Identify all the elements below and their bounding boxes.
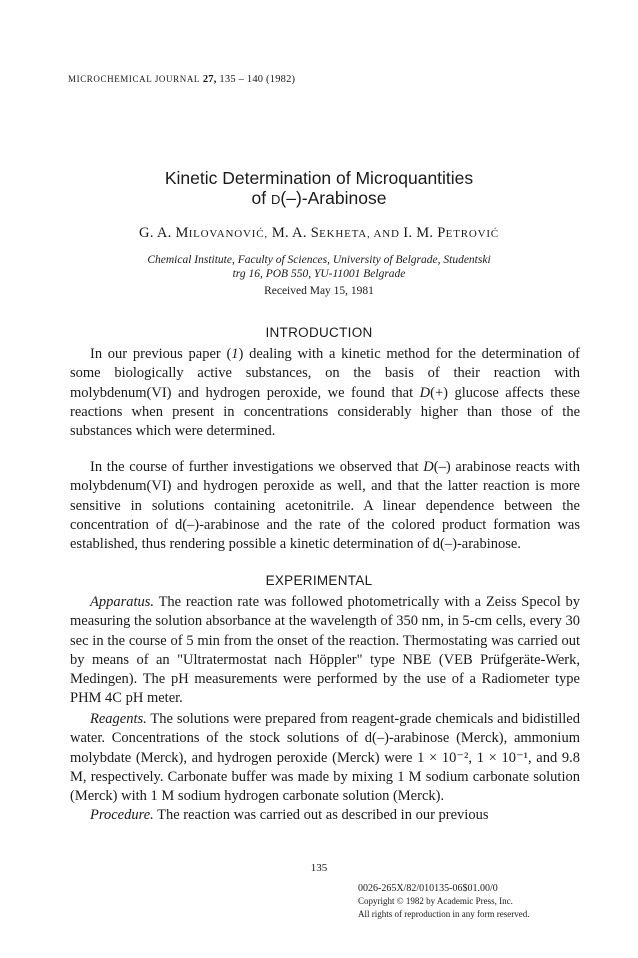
apparatus-label: Apparatus. (90, 594, 155, 610)
author-2-name-initial: S (310, 225, 320, 241)
article-title-line-2 (0, 188, 638, 209)
title-prefix: of (251, 188, 272, 208)
apparatus-paragraph (70, 593, 580, 709)
intro-p1-citation: 1 (231, 346, 239, 362)
title-smallcap-d: D (271, 192, 281, 207)
author-1-initials: G. A. (139, 225, 176, 241)
article-code: 0026-265X/82/010135-06$01.00/0 (358, 883, 498, 894)
received-date: Received May 15, 1981 (264, 285, 374, 297)
intro-p1-text-c: (+) glucose affects these reactions when present in concentrations considerably higher than those of the substances which were determined. (70, 384, 580, 440)
intro-p2-text-b: (–) arabinose reacts with molybdenum(VI) and hydrogen peroxide as well, and that the latter reaction is more sensitive in solutions containing acetonitrile. A linear dependence between the concentration of d(–)-arabinose and the rate of the colored product formation was established, thus rendering possible a kinetic determination of d(–)-arabinose. (70, 459, 580, 553)
journal-name: MICROCHEMICAL JOURNAL (68, 74, 201, 84)
reagents-text: The solutions were prepared from reagent-grade chemicals and bidistilled water. Concentrations of the stock solutions of d(–)-arabinose (Merck), ammonium molybdate (Merck), and hydrogen peroxide (Merck) were 1 × 10⁻², 1 × 10⁻¹, and 9.8 M, respectively. Carbonate buffer was made by mixing 1 M sodium carbonate solution (Merck) with 1 M sodium hydrogen carbonate solution (Merck). (70, 711, 580, 805)
article-title-line-1: Kinetic Determination of Microquantities (164, 168, 474, 188)
reagents-label: Reagents. (90, 711, 147, 727)
copyright-block (358, 882, 529, 921)
procedure-text: The reaction was carried out as described in our previous (153, 807, 489, 823)
author-2-name: EKHETA, (319, 228, 371, 240)
title-suffix: (–)-Arabinose (280, 188, 387, 208)
copyright-line: Copyright © 1982 by Academic Press, Inc. (358, 896, 513, 906)
affiliation-line-1: Chemical Institute, Faculty of Sciences, University of Belgrade, Studentski (147, 254, 491, 266)
intro-p2-d: D (423, 459, 434, 475)
procedure-paragraph (70, 806, 580, 825)
journal-pages-year: 135 – 140 (1982) (219, 74, 296, 85)
author-1-name: ILOVANOVIĆ, (188, 228, 268, 240)
section-heading-experimental: EXPERIMENTAL (265, 573, 373, 588)
author-conjunction: AND (370, 228, 404, 240)
authors (0, 225, 638, 242)
author-1-name-initial: M (175, 225, 189, 241)
intro-p1-text-a: In our previous paper ( (90, 346, 232, 362)
reagents-paragraph (70, 710, 580, 806)
journal-volume: 27, (202, 74, 217, 85)
author-2-initials: M. A. (267, 225, 311, 241)
intro-p1-text-b: ) dealing with a kinetic method for the determination of some biologically active substances, on the basis of their reaction with molybdenum(VI) and hydrogen peroxide, we found that (70, 346, 581, 401)
section-heading-introduction: INTRODUCTION (265, 325, 373, 340)
rights-line: All rights of reproduction in any form reserved. (358, 909, 530, 919)
apparatus-text: The reaction rate was followed photometrically with a Zeiss Specol by measuring the solution absorbance at the wavelength of 350 nm, in 5-cm cells, every 30 sec in the course of 5 min from the onset of the reaction. Thermostating was carried out by means of an "Ultratermostat nach Höppler" type NBE (VEB Prüfgeräte-Werk, Medingen). The pH measurements were performed by the use of a Radiometer type PHM 4C pH meter. (70, 594, 580, 707)
author-3-name-initial: P (437, 225, 446, 241)
journal-header (68, 74, 295, 85)
intro-p1-d: D (419, 384, 431, 401)
affiliation-line-2: trg 16, POB 550, YU-11001 Belgrade (232, 268, 406, 280)
intro-paragraph-1 (70, 345, 580, 441)
intro-paragraph-2 (70, 458, 580, 554)
intro-p2-text-a: In the course of further investigations we observed that (90, 459, 424, 475)
author-3-name: ETROVIĆ (445, 228, 499, 240)
page-number: 135 (310, 862, 328, 874)
author-3-initials: I. M. (403, 225, 438, 241)
procedure-label: Procedure. (90, 807, 154, 823)
